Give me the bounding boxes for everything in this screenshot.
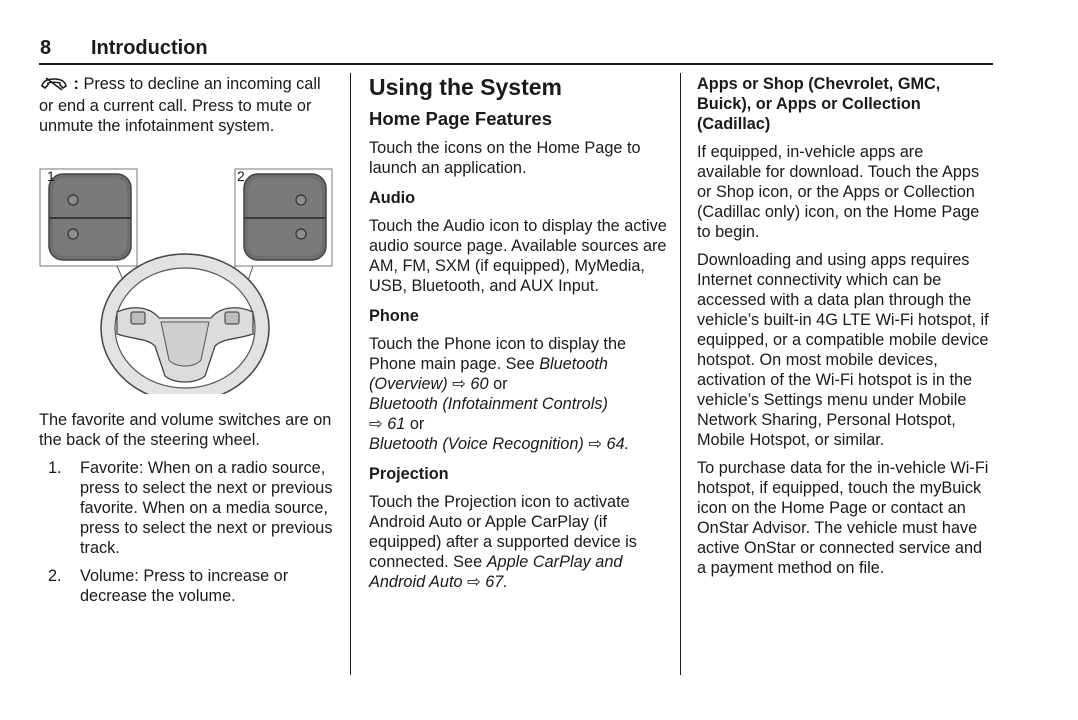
column-divider-right [680,73,681,675]
phone-text: Touch the Phone icon to display the Phone main page. See [369,335,627,373]
switches-paragraph: The favorite and volume switches are on the back of the steering wheel. [39,411,332,449]
apps-paragraph-1: If equipped, in-vehicle apps are available for download. Touch the Apps or Shop icon, or the Apps or Collection (Cadillac only) icon, on the Home Page to begin. [697,143,980,241]
ref-bluetooth-infotainment-controls[interactable]: Bluetooth (Infotainment Controls) [369,395,608,413]
end-call-text: Press to decline an incoming call or end a current call. Press to mute or unmute the infotainment system. [39,75,321,135]
ref-bluetooth-overview[interactable]: Bluetooth (Overview) [369,355,608,393]
figure-callout-1: 1 [47,168,55,184]
page-ref-arrow-icon: ⇨ [588,435,602,453]
section-title: Introduction [91,37,208,59]
end-call-paragraph [39,74,339,136]
phone-paragraph [369,334,669,454]
ref-bluetooth-voice-recognition[interactable]: Bluetooth (Voice Recognition) [369,435,584,453]
steering-wheel-illustration [39,162,339,394]
page-ref-arrow-icon: ⇨ [369,415,383,433]
page-ref-arrow-icon: ⇨ [452,375,466,393]
phone-or-2: or [405,415,425,433]
list-item-text: Favorite: When on a radio source, press to select the next or previous favorite. When on a media source, press to select the next or previous track. [80,459,333,557]
ref-page-67[interactable]: 67. [485,573,508,591]
column-middle [369,74,669,592]
section-heading: Using the System [369,74,562,100]
end-call-colon: : [69,75,84,93]
page-header [39,36,993,65]
phone-or-1: or [488,375,508,393]
projection-paragraph [369,492,669,592]
page-ref-arrow-icon: ⇨ [467,573,481,591]
projection-text: Touch the Projection icon to activate Android Auto or Apple CarPlay (if equipped) after a supported device is connected. See [369,493,637,571]
list-item [39,458,339,558]
apps-paragraph-2: Downloading and using apps requires Internet connectivity which can be accessed with a data plan through the vehicle’s built-in 4G LTE Wi-Fi hotspot, if equipped, or a compatible mobile device hotspot. On most mobile devices, activation of the Wi-Fi hotspot is in the vehicle’s Settings menu under Mobile Network Sharing, Personal Hotspot, Mobile Hotspot, or similar. [697,251,989,449]
projection-heading: Projection [369,465,449,483]
list-item-number: 2. [48,567,62,585]
audio-paragraph: Touch the Audio icon to display the active audio source page. Available sources are AM, FM, SXM (if equipped), MyMedia, USB, Bluetooth, and AUX Input. [369,217,667,295]
steering-wheel-figure [39,162,339,394]
list-item-text: Volume: Press to increase or decrease the volume. [80,567,289,605]
intro-paragraph: Touch the icons on the Home Page to launch an application. [369,139,641,177]
column-divider-left [350,73,351,675]
list-item [39,566,339,606]
ref-page-60[interactable]: 60 [470,375,489,393]
ref-apple-carplay-android-auto[interactable]: Apple CarPlay and Android Auto [369,553,623,591]
ref-page-61[interactable]: 61 [387,415,406,433]
audio-heading: Audio [369,189,416,207]
subsection-heading: Home Page Features [369,108,553,129]
page-number: 8 [40,37,52,59]
column-left [39,74,339,614]
apps-heading: Apps or Shop (Chevrolet, GMC, Buick), or Apps or Collection (Cadillac) [697,75,941,133]
list-item-number: 1. [48,459,62,477]
ref-page-64[interactable]: 64. [606,435,630,453]
phone-heading: Phone [369,307,419,325]
column-right [697,74,997,578]
end-call-icon [39,76,69,96]
switch-list [39,458,339,606]
figure-callout-2: 2 [237,168,245,184]
apps-paragraph-3: To purchase data for the in-vehicle Wi-Fi hotspot, if equipped, touch the myBuick icon on the Home Page or contact an OnStar Advisor. The vehicle must have active OnStar or connected service and a payment method on file. [697,459,989,577]
